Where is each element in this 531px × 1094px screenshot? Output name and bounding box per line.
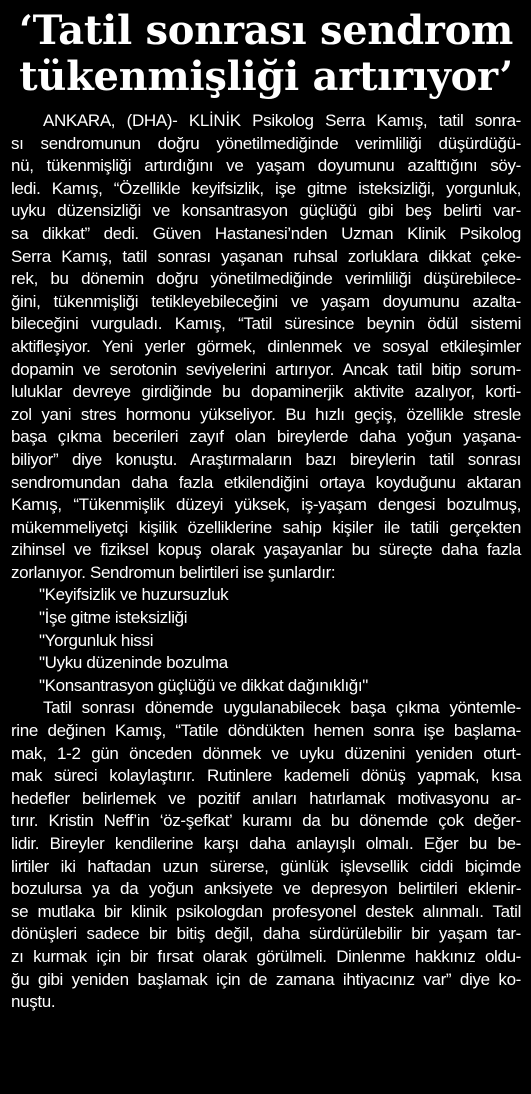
body-line: mükemmeliyetçi kişilik özelliklerine sahip kişiler ile tatili gerçekten [11, 517, 521, 537]
body-line: se mutlaka bir klinik psikologdan profesyonel destek alınmalı. Tatil [11, 901, 521, 921]
body-line: Tatil sonrası dönemde uygulanabilecek başa çıkma yöntemle- [43, 698, 521, 718]
body-line: nuştu. [11, 992, 56, 1012]
body-line: ANKARA, (DHA)- KLİNİK Psikolog Serra Kamış, tatil sonra- [43, 111, 521, 130]
body-line: aktifleşiyor. Yeni yerler görmek, dinlenmek ve sosyal etkileşimler [11, 336, 521, 356]
body-line: Serra Kamış, tatil sonrası yaşanan ruhsal zorluklara dikkat çeke- [11, 246, 521, 266]
body-line: zol yani stres hormonu yükseliyor. Bu hızlı geçiş, özellikle stresle [11, 404, 521, 424]
body-line: zorlanıyor. Sendromun belirtileri ise şunlardır: [11, 562, 336, 582]
body-line: rine değinen Kamış, “Tatile döndükten hemen sonra işe başlama- [11, 721, 521, 741]
body-line: sa dikkat” dedi. Güven Hastanesi’nden Uzman Klinik Psikolog [11, 223, 521, 243]
body-line: biliyor” diye konuştu. Araştırmaların bazı bireylerin tatil sonrası [11, 449, 521, 469]
article-body [11, 110, 521, 1014]
body-line: hedefler belirlemek ve pozitif anıları hatırlamak motivasyonu ar- [11, 788, 521, 808]
headline-line: ‘Tatil sonrası sendrom [19, 7, 513, 54]
body-line: rek, bu dönemin doğru yönetilmediğinde verimliliği düşürebilece- [11, 269, 521, 289]
body-line: ledi. Kamış, “Özellikle keyifsizlik, işe gitme isteksizliği, yorgunluk, [11, 178, 521, 198]
body-line: sendromundan daha fazla etkilendiğini ortaya koyduğunu aktaran [11, 472, 521, 492]
symptom-list-item: "Keyifsizlik ve huzursuzluk [39, 585, 229, 605]
body-line: bileceğini vurguladı. Kamış, “Tatil süresince beynin ödül sistemi [11, 314, 521, 334]
body-line: dönüşleri sadece bir bitiş değil, daha sürdürülebilir bir yaşam tar- [11, 924, 521, 944]
body-line: tırır. Kristin Neff’in ‘öz-şefkat’ kuramı da bu dönemde çok değer- [11, 811, 521, 831]
body-line: sı sendromunun doğru yönetilmediğinde verimliliği düşürdüğü- [11, 133, 521, 153]
symptom-list-item: "Yorgunluk hissi [39, 630, 154, 650]
body-line: mak süreci kolaylaştırır. Rutinlere kademeli dönüş yapmak, kısa [11, 766, 521, 786]
body-line: bozulursa ya da yoğun anksiyete ve depresyon belirtileri eklenir- [11, 879, 521, 899]
body-line: zı kurmak için bir fırsat olarak görülmeli. Dinlenme hakkınız oldu- [11, 946, 521, 966]
symptom-list-item: "İşe gitme isteksizliği [39, 608, 188, 628]
body-line: zihinsel ve fiziksel kopuş olarak yaşayanlar bu süreçte daha fazla [11, 540, 521, 560]
body-line: luluklar devreye girdiğinde bu dopaminerjik aktivite azalıyor, korti- [11, 382, 521, 402]
body-line: uyku düzensizliği ve konsantrasyon güçlüğü gibi beş belirti var- [11, 201, 521, 221]
body-line: ğu gibi yeniden başlamak için de zamana ihtiyacınız var” diye ko- [11, 969, 521, 989]
article-headline [11, 8, 521, 100]
body-line: mak, 1-2 gün önceden dönmek ve uyku düzenini yeniden oturt- [11, 743, 521, 763]
body-line: lirtiler iki haftadan uzun sürerse, günlük işlevsellik ciddi biçimde [11, 856, 521, 876]
body-line: lidir. Bireyler kendilerine karşı daha anlayışlı olmalı. Eğer bu be- [11, 834, 521, 853]
body-line: dopamin ve serotonin seviyelerini artırıyor. Ancak tatil bitip sorum- [11, 359, 521, 379]
symptom-list-item: "Uyku düzeninde bozulma [39, 653, 228, 673]
body-line: başa çıkma becerileri zayıf olan bireylerde daha yoğun yaşana- [11, 427, 521, 447]
headline-line: tükenmişliği artırıyor’ [19, 53, 513, 100]
symptom-list-item: "Konsantrasyon güçlüğü ve dikkat dağınıklığı" [39, 675, 368, 695]
body-line: Kamış, “Tükenmişlik düzeyi yüksek, iş-yaşam dengesi bozulmuş, [11, 495, 521, 515]
body-line: nü, tükenmişliği artırdığını ve yaşam doyumunu azalttığını söy- [11, 156, 521, 176]
body-line: ğini, tükenmişliği tetikleyebileceğini ve yaşam doyumunu azalta- [11, 291, 521, 311]
